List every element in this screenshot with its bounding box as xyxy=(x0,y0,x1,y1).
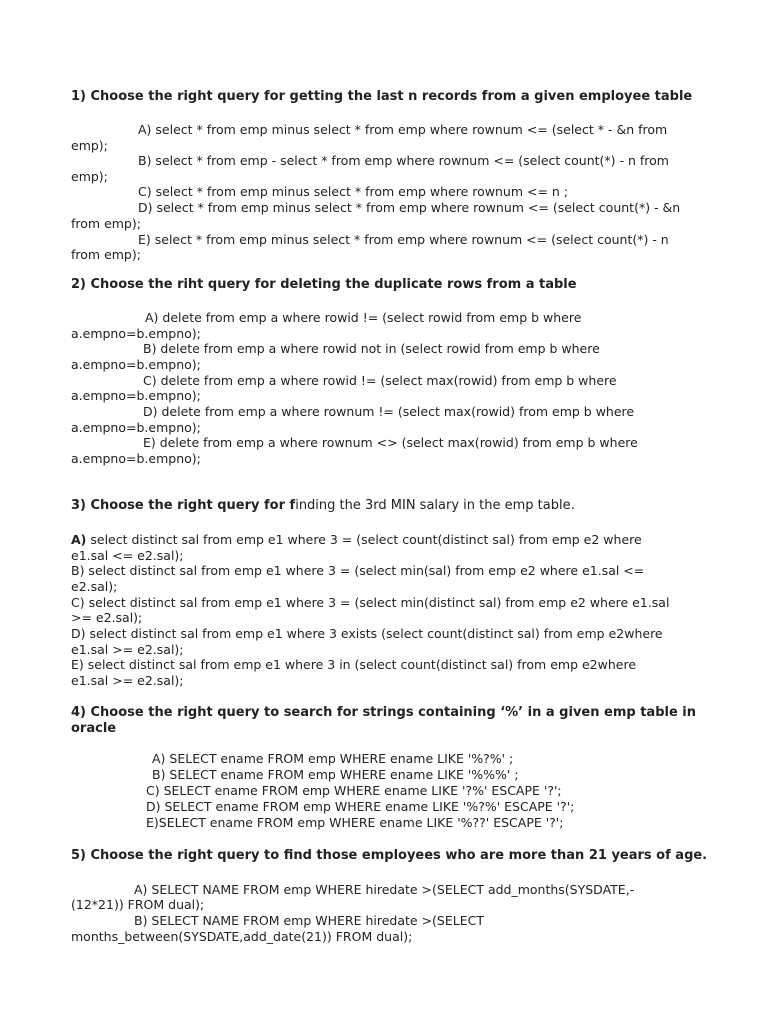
q5-option-b: B) SELECT NAME FROM emp WHERE hiredate >(SELECT xyxy=(134,913,484,928)
q5-option-a: A) SELECT NAME FROM emp WHERE hiredate >(SELECT add_months(SYSDATE,- xyxy=(134,882,635,897)
question-3-title xyxy=(71,498,575,514)
question-4-title: 4) Choose the right query to search for strings containing ‘%’ in a given emp table in xyxy=(71,705,697,720)
q1-option-b: B) select * from emp - select * from emp where rownum <= (select count(*) - n from xyxy=(138,153,669,168)
q3-option-e: E) select distinct sal from emp e1 where 3 in (select count(distinct sal) from emp e2where xyxy=(71,657,637,672)
q3-option-a xyxy=(71,532,642,548)
q4-option-c: C) SELECT ename FROM emp WHERE ename LIKE '?%' ESCAPE '?'; xyxy=(146,783,562,798)
q1-option-e-cont: from emp); xyxy=(71,247,141,262)
q4-option-a: A) SELECT ename FROM emp WHERE ename LIKE '%?%' ; xyxy=(152,751,514,766)
q2-option-e-cont: a.empno=b.empno); xyxy=(71,451,201,466)
q3-option-a-cont: e1.sal <= e2.sal); xyxy=(71,548,184,563)
q3-title-rest: inding the 3rd MIN salary in the emp table. xyxy=(295,498,575,513)
q3-option-e-cont: e1.sal >= e2.sal); xyxy=(71,673,184,688)
q3-option-c: C) select distinct sal from emp e1 where 3 = (select min(distinct sal) from emp e2 where e1.sal xyxy=(71,595,670,610)
q2-option-d-cont: a.empno=b.empno); xyxy=(71,420,201,435)
q3-option-b-cont: e2.sal); xyxy=(71,579,118,594)
q2-option-a: A) delete from emp a where rowid != (select rowid from emp b where xyxy=(145,310,582,325)
question-4-title-cont: oracle xyxy=(71,721,117,736)
q4-option-e: E)SELECT ename FROM emp WHERE ename LIKE '%??' ESCAPE '?'; xyxy=(146,815,564,830)
q3-option-a-text: select distinct sal from emp e1 where 3 = (select count(distinct sal) from emp e2 where xyxy=(86,532,642,547)
question-1-title: 1) Choose the right query for getting the last n records from a given employee table xyxy=(71,89,693,104)
q5-option-a-cont: (12*21)) FROM dual); xyxy=(71,897,205,912)
q3-option-d: D) select distinct sal from emp e1 where 3 exists (select count(distinct sal) from emp e2where xyxy=(71,626,663,641)
q2-option-e: E) delete from emp a where rownum <> (select max(rowid) from emp b where xyxy=(143,435,638,450)
q3-option-c-cont: >= e2.sal); xyxy=(71,610,143,625)
q1-option-b-cont: emp); xyxy=(71,169,108,184)
q1-option-e: E) select * from emp minus select * from emp where rownum <= (select count(*) - n xyxy=(138,232,669,247)
q2-option-b-cont: a.empno=b.empno); xyxy=(71,357,201,372)
q3-option-a-label: A) xyxy=(71,532,87,547)
q4-option-b: B) SELECT ename FROM emp WHERE ename LIKE '%%%' ; xyxy=(152,767,519,782)
q2-option-c-cont: a.empno=b.empno); xyxy=(71,388,201,403)
question-5-title: 5) Choose the right query to find those employees who are more than 21 years of age. xyxy=(71,848,708,863)
q3-option-d-cont: e1.sal >= e2.sal); xyxy=(71,642,184,657)
q4-option-d: D) SELECT ename FROM emp WHERE ename LIKE '%?%' ESCAPE '?'; xyxy=(146,799,575,814)
q3-title-bold: 3) Choose the right query for f xyxy=(71,498,296,513)
q2-option-a-cont: a.empno=b.empno); xyxy=(71,326,201,341)
question-2-title: 2) Choose the riht query for deleting the duplicate rows from a table xyxy=(71,277,577,292)
q2-option-b: B) delete from emp a where rowid not in (select rowid from emp b where xyxy=(143,341,600,356)
q1-option-a: A) select * from emp minus select * from emp where rownum <= (select * - &n from xyxy=(138,122,668,137)
q5-option-b-cont: months_between(SYSDATE,add_date(21)) FROM dual); xyxy=(71,929,413,944)
q1-option-c: C) select * from emp minus select * from emp where rownum <= n ; xyxy=(138,184,569,199)
q1-option-d-cont: from emp); xyxy=(71,216,141,231)
q1-option-d: D) select * from emp minus select * from emp where rownum <= (select count(*) - &n xyxy=(138,200,681,215)
q2-option-c: C) delete from emp a where rowid != (select max(rowid) from emp b where xyxy=(143,373,617,388)
q2-option-d: D) delete from emp a where rownum != (select max(rowid) from emp b where xyxy=(143,404,635,419)
q1-option-a-cont: emp); xyxy=(71,138,108,153)
q3-option-b: B) select distinct sal from emp e1 where 3 = (select min(sal) from emp e2 where e1.sal <= xyxy=(71,563,645,578)
